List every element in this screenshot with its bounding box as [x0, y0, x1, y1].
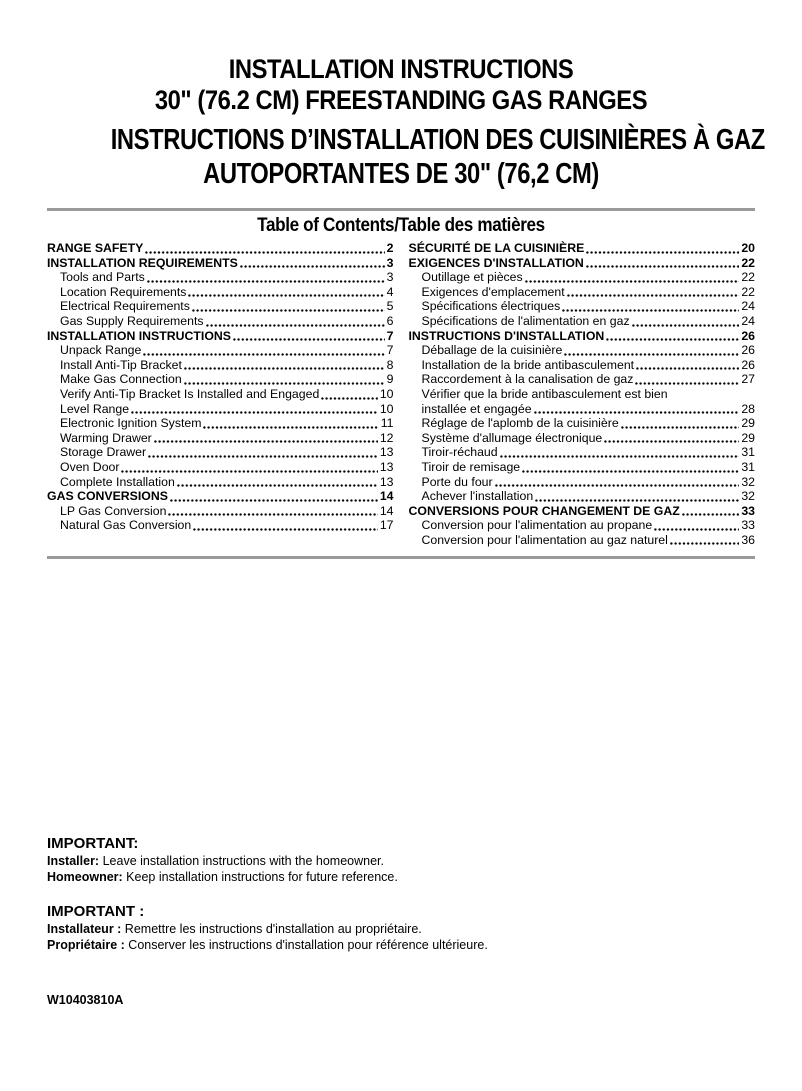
title-line-en-1: INSTALLATION INSTRUCTIONS	[228, 54, 574, 84]
toc-dot-leader	[121, 470, 377, 473]
toc-page-number: 27	[741, 372, 755, 387]
toc-entry	[409, 241, 756, 256]
toc-entry	[409, 504, 756, 519]
important-heading-fr: IMPORTANT :	[47, 903, 145, 921]
toc-entry	[47, 285, 394, 300]
title-line-fr-2: AUTOPORTANTES DE 30" (76,2 CM)	[203, 158, 599, 190]
toc-entry-title: RANGE SAFETY	[47, 241, 144, 255]
toc-entry	[47, 431, 394, 446]
toc-entry-title: Réglage de l'aplomb de la cuisinière	[421, 416, 619, 431]
toc-entry	[47, 372, 394, 387]
toc-entry-title: Vérifier que la bride antibasculement est bien	[421, 386, 668, 401]
divider-bottom	[47, 556, 755, 559]
toc-dot-leader	[143, 353, 384, 356]
toc-entry	[409, 518, 756, 533]
toc-page-number: 14	[379, 489, 394, 504]
toc-dot-leader	[562, 309, 739, 312]
title-line-fr-1: INSTRUCTIONS D’INSTALLATION DES CUISINIÈRES À GAZ	[110, 124, 765, 156]
toc-page-number: 26	[741, 357, 755, 372]
toc-page-number: 3	[386, 270, 394, 285]
toc-dot-leader	[500, 455, 740, 458]
toc-entry	[47, 460, 394, 475]
toc-entry	[409, 343, 756, 358]
toc-entry-title: Achever l'installation	[421, 489, 534, 504]
toc-entry-title: INSTALLATION REQUIREMENTS	[47, 255, 238, 270]
toc-dot-leader	[621, 426, 740, 429]
toc-page-number: 12	[379, 430, 394, 445]
toc-entry	[409, 475, 756, 490]
toc-entry-title: Natural Gas Conversion	[60, 518, 192, 533]
toc-dot-leader	[147, 280, 385, 283]
toc-entry	[409, 299, 756, 314]
toc-page-number: 4	[386, 284, 394, 299]
toc-entry-title: Déballage de la cuisinière	[421, 343, 563, 358]
toc-dot-leader	[525, 280, 740, 283]
toc-entry	[47, 387, 394, 402]
toc-page-number: 2	[386, 241, 394, 255]
toc-page-number: 24	[741, 313, 755, 328]
toc-entry-title: Tools and Parts	[60, 270, 145, 285]
toc-dot-leader	[564, 353, 739, 356]
toc-entry	[409, 533, 756, 548]
toc-entry-title: Spécifications de l'alimentation en gaz	[421, 313, 630, 328]
toc-entry	[409, 256, 756, 271]
toc-entry-title: Conversion pour l'alimentation au propane	[421, 518, 653, 533]
toc-entry-title: Système d'allumage électronique	[421, 430, 603, 445]
toc-entry-title: INSTRUCTIONS D'INSTALLATION	[408, 328, 605, 343]
toc-entry	[47, 402, 394, 417]
toc-page-number: 33	[741, 503, 755, 518]
toc-entry-title: INSTALLATION INSTRUCTIONS	[47, 328, 231, 343]
toc-entry-title: Storage Drawer	[60, 445, 147, 460]
toc-entry-title: EXIGENCES D'INSTALLATION	[408, 255, 584, 270]
toc-entry	[47, 445, 394, 460]
notice-lead: Installateur :	[47, 922, 122, 937]
toc-dot-leader	[188, 294, 384, 297]
notice-text: Conserver les instructions d'installation pour référence ultérieure.	[124, 938, 488, 953]
toc-page-number: 28	[741, 401, 755, 416]
toc-dot-leader	[145, 251, 384, 254]
toc-dot-leader	[567, 294, 740, 297]
toc-page-number: 10	[379, 386, 394, 401]
toc-dot-leader	[184, 367, 385, 370]
toc-page-number: 36	[741, 532, 755, 547]
notice-lead: Installer:	[47, 854, 100, 869]
toc-page-number: 14	[379, 503, 394, 518]
title-french	[47, 123, 765, 191]
toc-entry	[47, 358, 394, 373]
toc-dot-leader	[168, 513, 377, 516]
toc-entry-title: installée et engagée	[421, 401, 532, 416]
toc-page-number: 20	[741, 241, 755, 255]
toc-entry-title: Installation de la bride antibasculement	[421, 357, 635, 372]
toc-page-number: 3	[386, 255, 394, 270]
toc-dot-leader	[604, 440, 739, 443]
toc-page-number: 22	[741, 284, 755, 299]
toc-dot-leader	[321, 397, 378, 400]
toc-entry-title: Oven Door	[60, 459, 120, 474]
toc-entry	[409, 387, 756, 402]
toc-entry-title: Outillage et pièces	[421, 270, 523, 285]
notice-text: Leave installation instructions with the homeowner.	[99, 854, 384, 869]
toc-heading: Table of Contents/Table des matières	[257, 215, 545, 236]
divider-top	[47, 208, 755, 211]
toc-dot-leader	[206, 324, 385, 327]
toc-entry-title: Electrical Requirements	[60, 299, 190, 314]
toc-page-number: 8	[386, 357, 394, 372]
toc-entry	[409, 285, 756, 300]
important-heading-en: IMPORTANT:	[47, 835, 139, 853]
toc-entry-title: Install Anti-Tip Bracket	[60, 357, 182, 372]
toc-dot-leader	[177, 484, 378, 487]
toc-page-number: 11	[380, 416, 394, 431]
toc-entry	[47, 314, 394, 329]
toc-page-number: 6	[386, 313, 394, 328]
document-page	[0, 54, 802, 1007]
toc-entry-title: Location Requirements	[60, 284, 187, 299]
toc-page-number: 32	[741, 489, 755, 504]
toc-page-number: 7	[386, 343, 394, 358]
toc-entry	[47, 241, 394, 256]
toc-entry	[47, 475, 394, 490]
toc-entry	[409, 329, 756, 344]
title-line-en-2: 30" (76.2 CM) FREESTANDING GAS RANGES	[154, 85, 648, 115]
notice-line	[47, 869, 755, 885]
toc-page-number: 29	[741, 430, 755, 445]
toc-entry	[47, 299, 394, 314]
table-of-contents	[47, 241, 755, 547]
toc-entry-title: CONVERSIONS POUR CHANGEMENT DE GAZ	[408, 503, 680, 518]
toc-dot-leader	[635, 382, 739, 385]
notice-line	[47, 921, 755, 937]
toc-page-number: 10	[379, 401, 394, 416]
toc-dot-leader	[193, 528, 378, 531]
toc-entry	[47, 416, 394, 431]
toc-dot-leader	[682, 513, 740, 516]
toc-entry	[409, 489, 756, 504]
toc-dot-leader	[522, 470, 739, 473]
toc-dot-leader	[586, 265, 739, 268]
toc-page-number: 31	[741, 445, 755, 460]
toc-entry-title: Exigences d'emplacement	[421, 284, 565, 299]
notice-text: Remettre les instructions d'installation au propriétaire.	[121, 922, 422, 937]
toc-entry	[409, 358, 756, 373]
toc-dot-leader	[131, 411, 378, 414]
important-notice-french	[47, 903, 755, 953]
toc-page-number: 33	[741, 518, 755, 533]
toc-dot-leader	[606, 338, 739, 341]
toc-dot-leader	[586, 251, 739, 254]
toc-dot-leader	[670, 542, 739, 545]
toc-entry-title: Gas Supply Requirements	[60, 313, 204, 328]
toc-page-number: 9	[386, 372, 394, 387]
toc-entry-title: Conversion pour l'alimentation au gaz naturel	[421, 532, 668, 547]
toc-entry	[409, 445, 756, 460]
toc-dot-leader	[192, 309, 385, 312]
toc-page-number: 26	[741, 343, 755, 358]
toc-page-number: 26	[741, 328, 755, 343]
toc-page-number: 31	[741, 459, 755, 474]
toc-page-number: 17	[379, 518, 394, 533]
toc-entry	[47, 504, 394, 519]
title-english	[47, 54, 755, 116]
toc-entry-title: SÉCURITÉ DE LA CUISINIÈRE	[408, 241, 585, 255]
toc-entry-title: LP Gas Conversion	[60, 503, 167, 518]
toc-page-number: 22	[741, 270, 755, 285]
toc-page-number: 7	[386, 328, 394, 343]
toc-entry-title: Porte du four	[421, 474, 493, 489]
toc-dot-leader	[148, 455, 378, 458]
notice-text: Keep installation instructions for future reference.	[122, 870, 398, 885]
toc-entry-title: Raccordement à la canalisation de gaz	[421, 372, 634, 387]
toc-page-number: 13	[379, 474, 394, 489]
toc-entry-title: Tiroir-réchaud	[421, 445, 498, 460]
toc-entry-title: Unpack Range	[60, 343, 142, 358]
document-number: W10403810A	[47, 993, 124, 1008]
toc-entry	[409, 270, 756, 285]
toc-page-number: 13	[379, 445, 394, 460]
notice-lead: Homeowner:	[47, 870, 123, 885]
toc-dot-leader	[535, 499, 739, 502]
important-notice-english	[47, 835, 755, 885]
toc-dot-leader	[654, 528, 739, 531]
toc-column-right	[409, 241, 756, 547]
toc-column-left	[47, 241, 394, 547]
toc-entry-title: Make Gas Connection	[60, 372, 182, 387]
toc-dot-leader	[170, 499, 378, 502]
toc-entry-title: Tiroir de remisage	[421, 459, 521, 474]
toc-entry	[47, 329, 394, 344]
toc-entry	[47, 489, 394, 504]
toc-entry	[409, 314, 756, 329]
toc-dot-leader	[233, 338, 385, 341]
toc-entry	[47, 256, 394, 271]
toc-page-number: 32	[741, 474, 755, 489]
important-lines-fr	[47, 921, 755, 953]
toc-page-number: 29	[741, 416, 755, 431]
toc-entry-title: GAS CONVERSIONS	[47, 489, 168, 504]
toc-dot-leader	[184, 382, 385, 385]
toc-entry	[409, 372, 756, 387]
toc-entry	[409, 416, 756, 431]
toc-entry-title: Complete Installation	[60, 474, 175, 489]
notice-lead: Propriétaire :	[47, 938, 125, 953]
toc-dot-leader	[240, 265, 385, 268]
notice-line	[47, 853, 755, 869]
toc-dot-leader	[632, 324, 740, 327]
toc-page-number: 22	[741, 255, 755, 270]
toc-entry-title: Electronic Ignition System	[60, 416, 202, 431]
toc-entry	[409, 431, 756, 446]
toc-entry-title: Warming Drawer	[60, 430, 152, 445]
toc-entry-title: Verify Anti-Tip Bracket Is Installed and Engaged	[60, 386, 320, 401]
toc-dot-leader	[203, 426, 378, 429]
toc-page-number: 24	[741, 299, 755, 314]
toc-page-number: 13	[379, 459, 394, 474]
toc-entry-title: Spécifications électriques	[421, 299, 561, 314]
document-title-block	[47, 54, 765, 191]
toc-dot-leader	[495, 484, 740, 487]
toc-entry-title: Level Range	[60, 401, 130, 416]
toc-entry	[409, 402, 756, 417]
notice-line	[47, 937, 755, 953]
toc-entry	[47, 343, 394, 358]
toc-dot-leader	[154, 440, 378, 443]
toc-entry	[47, 270, 394, 285]
toc-entry	[47, 518, 394, 533]
toc-dot-leader	[636, 367, 739, 370]
toc-dot-leader	[534, 411, 740, 414]
important-lines-en	[47, 853, 755, 885]
toc-entry	[409, 460, 756, 475]
toc-page-number: 5	[386, 299, 394, 314]
